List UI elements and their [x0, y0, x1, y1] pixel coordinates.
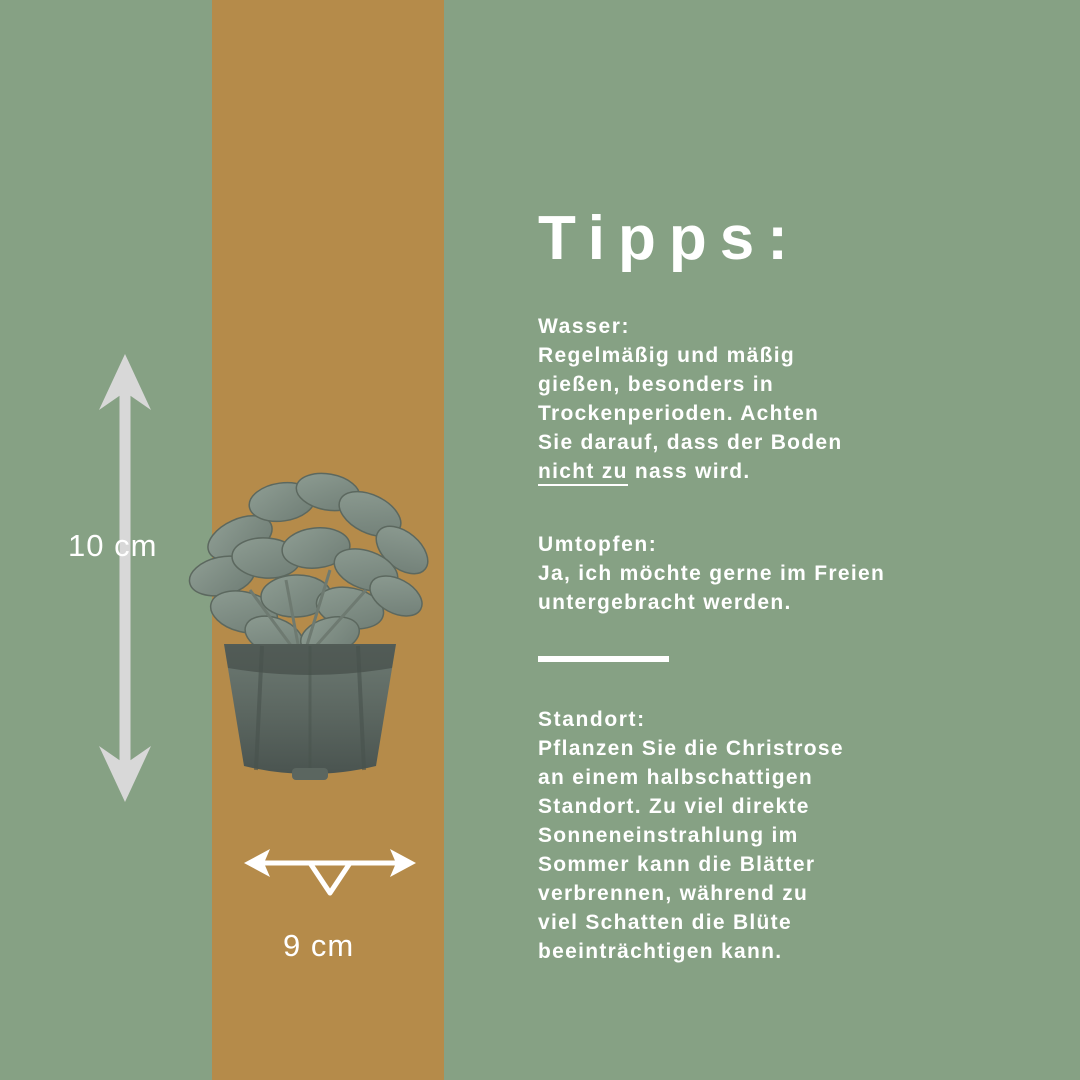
- height-measurement-label: 10 cm: [68, 528, 158, 563]
- spacer: [538, 513, 1038, 531]
- section-line: Sommer kann die Blätter: [538, 852, 816, 876]
- section-line: Regelmäßig und mäßig: [538, 344, 796, 368]
- section-line: untergebracht werden.: [538, 590, 792, 614]
- tips-section-wasser: [538, 313, 1038, 487]
- section-line: beeinträchtigen kann.: [538, 939, 783, 963]
- section-heading-wasser: Wasser:: [538, 315, 631, 339]
- section-line: viel Schatten die Blüte: [538, 910, 792, 934]
- section-divider: [538, 656, 669, 662]
- section-line: Trockenperioden. Achten: [538, 402, 820, 425]
- section-line-underlined: [538, 458, 1038, 487]
- section-line: Pflanzen Sie die Christrose: [538, 736, 844, 760]
- section-heading-umtopfen: Umtopfen:: [538, 532, 658, 556]
- page-title: Tipps:: [538, 204, 801, 273]
- horizontal-double-arrow-icon: [240, 845, 420, 905]
- width-measurement-label: 9 cm: [283, 928, 355, 963]
- section-line: Standort. Zu viel direkte: [538, 794, 810, 818]
- section-line: Sonneneinstrahlung im: [538, 823, 799, 847]
- tips-panel: [538, 206, 1038, 993]
- section-heading-standort: Standort:: [538, 707, 646, 731]
- section-line: verbrennen, während zu: [538, 881, 809, 905]
- section-line: gießen, besonders in: [538, 373, 775, 397]
- tips-section-standort: [538, 706, 1038, 967]
- underlined-fragment: nicht zu: [538, 460, 628, 486]
- section-line: Ja, ich möchte gerne im Freien: [538, 561, 886, 585]
- section-line: Sie darauf, dass der Boden: [538, 430, 843, 454]
- tips-section-umtopfen: [538, 531, 1038, 618]
- vertical-double-arrow-icon: [95, 348, 155, 808]
- final-fragment: nass wird.: [627, 459, 751, 483]
- christrose-plant-image: [170, 430, 450, 800]
- section-line: an einem halbschattigen: [538, 765, 813, 789]
